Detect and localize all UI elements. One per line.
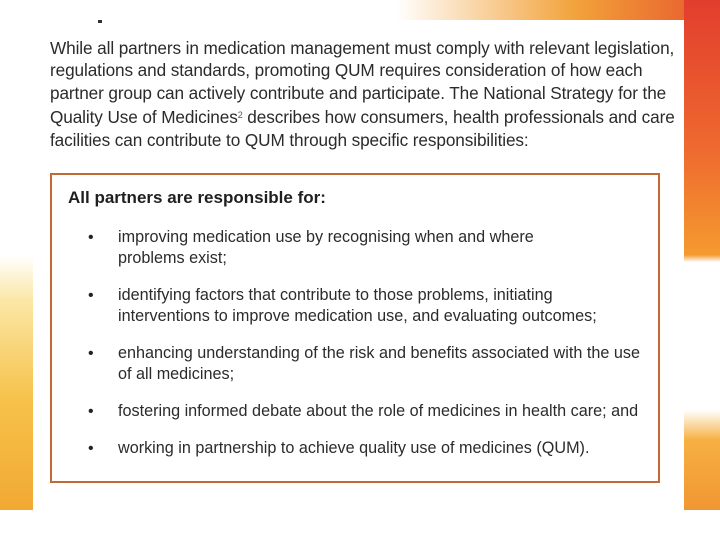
background-frame-bottom [0, 510, 720, 540]
list-item [88, 285, 653, 327]
list-item [88, 401, 653, 422]
document-page [33, 25, 684, 510]
background-frame-right [684, 0, 720, 540]
list-item-line-2: of all medicines; [118, 365, 235, 383]
corner-mark [98, 20, 102, 23]
list-item-line-1: identifying factors that contribute to those problems, initiating [118, 286, 553, 304]
background-frame-top [0, 0, 720, 20]
list-item-line-2: interventions to improve medication use, and evaluating outcomes; [118, 307, 597, 325]
list-item [88, 343, 653, 385]
list-item-line-1: enhancing understanding of the risk and benefits associated with the use [118, 344, 640, 362]
bullet-icon: • [88, 403, 94, 420]
bullet-icon: • [88, 440, 94, 457]
list-item-line-1: working in partnership to achieve quality use of medicines (QUM). [118, 439, 590, 457]
intro-text-main: While all partners in medication management must comply with relevant legislation, regulations and standards, promoting QUM requires consideration of how each partner group can actively contribute and participate. The National Strategy for the Quality Use of Medicines [50, 38, 675, 128]
bullet-icon: • [88, 229, 94, 246]
bullet-icon: • [88, 287, 94, 304]
list-item-line-1: improving medication use by recognising when and where [118, 228, 534, 246]
list-item-line-2: problems exist; [118, 249, 227, 267]
bullet-icon: • [88, 345, 94, 362]
intro-text-end: describes how consumers, health professionals and care facilities can contribute to QUM through specific responsibilities: [50, 107, 675, 150]
intro-paragraph [50, 37, 680, 151]
box-title: All partners are responsible for: [68, 188, 326, 207]
footnote-reference: 2 [237, 110, 243, 121]
list-item [88, 438, 653, 459]
list-item [88, 227, 653, 269]
responsibilities-list [88, 227, 653, 475]
responsibilities-box [50, 173, 660, 483]
list-item-line-1: fostering informed debate about the role of medicines in health care; and [118, 402, 639, 420]
